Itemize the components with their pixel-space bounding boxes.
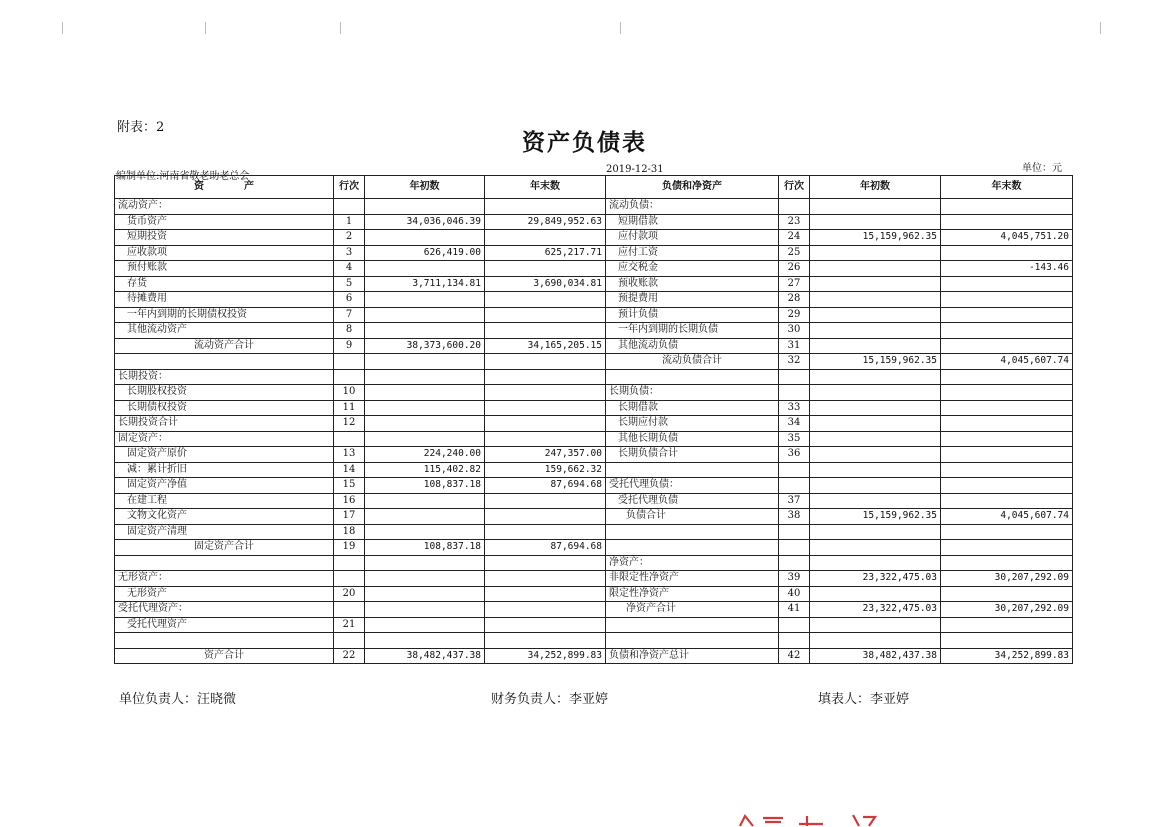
table-row [115, 230, 1073, 246]
left-item-cell [115, 633, 334, 649]
left-begin-cell [365, 354, 485, 370]
left-line-no-cell: 4 [334, 261, 365, 277]
right-item-cell: 流动负债： [606, 199, 779, 215]
right-line-no-cell: 36 [779, 447, 810, 463]
header-end: 年末数 [941, 176, 1073, 199]
balance-sheet-table [114, 175, 1073, 664]
finance-head-signature: 财务负责人：李亚婷 [491, 692, 609, 707]
left-item-cell: 受托代理资产： [115, 602, 334, 618]
right-begin-cell [810, 617, 941, 633]
left-line-no-cell [334, 369, 365, 385]
left-end-cell: 34,252,899.83 [485, 648, 606, 664]
left-item-cell: 长期股权投资 [115, 385, 334, 401]
left-item-cell: 预付账款 [115, 261, 334, 277]
right-end-cell [941, 276, 1073, 292]
left-item-cell: 文物文化资产 [115, 509, 334, 525]
right-line-no-cell: 41 [779, 602, 810, 618]
right-end-cell [941, 462, 1073, 478]
right-item-cell: 净资产： [606, 555, 779, 571]
left-end-cell [485, 524, 606, 540]
left-begin-cell [365, 633, 485, 649]
right-line-no-cell: 29 [779, 307, 810, 323]
right-begin-cell [810, 447, 941, 463]
right-begin-cell [810, 338, 941, 354]
table-row [115, 307, 1073, 323]
right-end-cell [941, 245, 1073, 261]
left-line-no-cell: 15 [334, 478, 365, 494]
right-begin-cell [810, 307, 941, 323]
left-begin-cell [365, 416, 485, 432]
table-row [115, 648, 1073, 664]
left-begin-cell [365, 230, 485, 246]
left-line-no-cell [334, 354, 365, 370]
right-end-cell [941, 617, 1073, 633]
right-line-no-cell [779, 462, 810, 478]
left-line-no-cell [334, 602, 365, 618]
right-begin-cell [810, 214, 941, 230]
left-end-cell [485, 509, 606, 525]
left-begin-cell: 115,402.82 [365, 462, 485, 478]
left-item-cell: 固定资产： [115, 431, 334, 447]
scan-mark [1100, 22, 1105, 34]
table-row [115, 493, 1073, 509]
right-end-cell [941, 493, 1073, 509]
left-line-no-cell: 12 [334, 416, 365, 432]
right-line-no-cell [779, 633, 810, 649]
right-begin-cell [810, 416, 941, 432]
table-row [115, 602, 1073, 618]
left-end-cell [485, 199, 606, 215]
organization-label: 编制单位:河南省敬老助老总会 [116, 171, 250, 182]
left-line-no-cell: 16 [334, 493, 365, 509]
header-line-no: 行次 [779, 176, 810, 199]
right-item-cell: 长期借款 [606, 400, 779, 416]
right-line-no-cell: 25 [779, 245, 810, 261]
left-line-no-cell: 7 [334, 307, 365, 323]
left-line-no-cell [334, 431, 365, 447]
right-item-cell: 其他长期负债 [606, 431, 779, 447]
right-end-cell [941, 400, 1073, 416]
table-row [115, 292, 1073, 308]
table-row [115, 338, 1073, 354]
left-begin-cell [365, 323, 485, 339]
right-line-no-cell: 26 [779, 261, 810, 277]
left-end-cell [485, 292, 606, 308]
left-end-cell: 87,694.68 [485, 478, 606, 494]
right-begin-cell [810, 369, 941, 385]
table-row [115, 586, 1073, 602]
left-item-cell: 长期投资： [115, 369, 334, 385]
right-item-cell: 预提费用 [606, 292, 779, 308]
scan-mark [340, 22, 345, 34]
left-begin-cell [365, 571, 485, 587]
right-line-no-cell: 27 [779, 276, 810, 292]
left-line-no-cell: 18 [334, 524, 365, 540]
right-item-cell: 限定性净资产 [606, 586, 779, 602]
right-end-cell [941, 416, 1073, 432]
left-item-cell: 固定资产原价 [115, 447, 334, 463]
left-end-cell [485, 307, 606, 323]
right-end-cell [941, 292, 1073, 308]
left-end-cell [485, 354, 606, 370]
right-line-no-cell [779, 555, 810, 571]
left-begin-cell [365, 602, 485, 618]
table-row [115, 571, 1073, 587]
right-item-cell [606, 462, 779, 478]
left-item-cell: 减：累计折旧 [115, 462, 334, 478]
right-begin-cell: 38,482,437.38 [810, 648, 941, 664]
right-item-cell [606, 633, 779, 649]
left-line-no-cell: 6 [334, 292, 365, 308]
right-item-cell: 长期负债合计 [606, 447, 779, 463]
left-begin-cell [365, 292, 485, 308]
left-end-cell: 29,849,952.63 [485, 214, 606, 230]
left-end-cell [485, 493, 606, 509]
left-line-no-cell [334, 555, 365, 571]
right-end-cell [941, 540, 1073, 556]
right-end-cell [941, 431, 1073, 447]
right-end-cell: 34,252,899.83 [941, 648, 1073, 664]
table-row [115, 276, 1073, 292]
right-line-no-cell: 31 [779, 338, 810, 354]
left-item-cell: 无形资产： [115, 571, 334, 587]
right-end-cell: 30,207,292.09 [941, 602, 1073, 618]
right-line-no-cell: 42 [779, 648, 810, 664]
left-begin-cell [365, 307, 485, 323]
right-line-no-cell: 30 [779, 323, 810, 339]
page-title: 资产负债表 [522, 129, 647, 156]
right-end-cell [941, 447, 1073, 463]
right-line-no-cell: 34 [779, 416, 810, 432]
right-line-no-cell [779, 199, 810, 215]
left-line-no-cell: 19 [334, 540, 365, 556]
table-row [115, 431, 1073, 447]
left-item-cell: 固定资产清理 [115, 524, 334, 540]
table-row [115, 323, 1073, 339]
right-end-cell [941, 633, 1073, 649]
right-line-no-cell: 28 [779, 292, 810, 308]
right-line-no-cell [779, 540, 810, 556]
right-item-cell: 非限定性净资产 [606, 571, 779, 587]
left-begin-cell [365, 385, 485, 401]
left-line-no-cell: 9 [334, 338, 365, 354]
right-line-no-cell [779, 385, 810, 401]
right-item-cell: 一年内到期的长期负债 [606, 323, 779, 339]
right-item-cell [606, 369, 779, 385]
left-line-no-cell [334, 199, 365, 215]
right-item-cell: 负债和净资产总计 [606, 648, 779, 664]
left-end-cell: 34,165,205.15 [485, 338, 606, 354]
table-row [115, 540, 1073, 556]
right-line-no-cell: 40 [779, 586, 810, 602]
right-begin-cell [810, 261, 941, 277]
header-assets: 资 产 [115, 176, 334, 199]
header-begin: 年初数 [365, 176, 485, 199]
right-begin-cell [810, 586, 941, 602]
right-end-cell [941, 524, 1073, 540]
right-begin-cell [810, 555, 941, 571]
left-item-cell: 待摊费用 [115, 292, 334, 308]
left-end-cell: 625,217.71 [485, 245, 606, 261]
left-item-cell: 短期投资 [115, 230, 334, 246]
left-end-cell [485, 323, 606, 339]
right-line-no-cell [779, 617, 810, 633]
right-item-cell: 应付工资 [606, 245, 779, 261]
right-end-cell [941, 323, 1073, 339]
left-begin-cell [365, 400, 485, 416]
left-begin-cell: 108,837.18 [365, 540, 485, 556]
right-end-cell [941, 555, 1073, 571]
report-date: 2019-12-31 [606, 164, 664, 175]
left-item-cell: 受托代理资产 [115, 617, 334, 633]
left-line-no-cell: 22 [334, 648, 365, 664]
right-begin-cell [810, 199, 941, 215]
left-end-cell [485, 586, 606, 602]
right-end-cell [941, 478, 1073, 494]
left-begin-cell [365, 509, 485, 525]
right-line-no-cell: 39 [779, 571, 810, 587]
left-end-cell [485, 385, 606, 401]
right-line-no-cell: 33 [779, 400, 810, 416]
left-end-cell [485, 400, 606, 416]
table-row [115, 524, 1073, 540]
right-item-cell: 预收账款 [606, 276, 779, 292]
right-end-cell: -143.46 [941, 261, 1073, 277]
left-begin-cell: 38,373,600.20 [365, 338, 485, 354]
left-item-cell: 货币资产 [115, 214, 334, 230]
left-item-cell: 长期债权投资 [115, 400, 334, 416]
right-item-cell: 应付款项 [606, 230, 779, 246]
header-liabilities: 负债和净资产 [606, 176, 779, 199]
right-item-cell: 受托代理负债 [606, 493, 779, 509]
left-line-no-cell: 2 [334, 230, 365, 246]
preparer-signature: 填表人：李亚婷 [818, 692, 910, 707]
left-begin-cell [365, 555, 485, 571]
currency-unit: 单位：元 [1022, 163, 1062, 174]
left-begin-cell: 626,419.00 [365, 245, 485, 261]
right-end-cell: 30,207,292.09 [941, 571, 1073, 587]
right-item-cell: 长期负债： [606, 385, 779, 401]
left-begin-cell [365, 586, 485, 602]
right-begin-cell [810, 493, 941, 509]
left-line-no-cell: 8 [334, 323, 365, 339]
left-item-cell: 无形资产 [115, 586, 334, 602]
right-begin-cell [810, 245, 941, 261]
right-end-cell [941, 307, 1073, 323]
left-line-no-cell: 21 [334, 617, 365, 633]
right-begin-cell [810, 540, 941, 556]
right-item-cell [606, 617, 779, 633]
left-item-cell [115, 354, 334, 370]
right-item-cell: 净资产合计 [606, 602, 779, 618]
right-item-cell: 负债合计 [606, 509, 779, 525]
header-end: 年末数 [485, 176, 606, 199]
right-line-no-cell [779, 369, 810, 385]
left-item-cell: 一年内到期的长期债权投资 [115, 307, 334, 323]
header-line-no: 行次 [334, 176, 365, 199]
left-line-no-cell: 14 [334, 462, 365, 478]
left-end-cell [485, 230, 606, 246]
left-begin-cell: 38,482,437.38 [365, 648, 485, 664]
right-end-cell [941, 385, 1073, 401]
table-row [115, 509, 1073, 525]
right-line-no-cell: 23 [779, 214, 810, 230]
left-end-cell [485, 555, 606, 571]
right-line-no-cell: 32 [779, 354, 810, 370]
left-end-cell [485, 431, 606, 447]
table-row [115, 354, 1073, 370]
right-begin-cell [810, 462, 941, 478]
right-end-cell [941, 214, 1073, 230]
left-line-no-cell: 17 [334, 509, 365, 525]
right-begin-cell: 15,159,962.35 [810, 354, 941, 370]
right-line-no-cell: 38 [779, 509, 810, 525]
right-item-cell: 应交税金 [606, 261, 779, 277]
left-item-cell: 资产合计 [115, 648, 334, 664]
left-item-cell: 流动资产： [115, 199, 334, 215]
right-line-no-cell [779, 524, 810, 540]
left-begin-cell: 34,036,046.39 [365, 214, 485, 230]
left-line-no-cell: 20 [334, 586, 365, 602]
unit-head-signature: 单位负责人：汪晓微 [119, 692, 237, 707]
left-begin-cell [365, 617, 485, 633]
left-end-cell [485, 617, 606, 633]
left-begin-cell: 224,240.00 [365, 447, 485, 463]
scan-mark [620, 22, 625, 34]
right-begin-cell: 15,159,962.35 [810, 230, 941, 246]
right-end-cell [941, 338, 1073, 354]
left-line-no-cell [334, 633, 365, 649]
left-begin-cell [365, 524, 485, 540]
table-row [115, 478, 1073, 494]
table-row [115, 462, 1073, 478]
left-line-no-cell: 13 [334, 447, 365, 463]
right-begin-cell [810, 400, 941, 416]
left-end-cell: 87,694.68 [485, 540, 606, 556]
right-begin-cell [810, 478, 941, 494]
right-begin-cell [810, 323, 941, 339]
left-item-cell: 长期投资合计 [115, 416, 334, 432]
left-line-no-cell: 11 [334, 400, 365, 416]
right-end-cell [941, 199, 1073, 215]
right-item-cell [606, 540, 779, 556]
table-row [115, 633, 1073, 649]
left-begin-cell [365, 199, 485, 215]
right-line-no-cell: 24 [779, 230, 810, 246]
left-end-cell: 159,662.32 [485, 462, 606, 478]
left-begin-cell [365, 493, 485, 509]
table-row [115, 555, 1073, 571]
left-item-cell: 在建工程 [115, 493, 334, 509]
table-row [115, 416, 1073, 432]
right-item-cell: 长期应付款 [606, 416, 779, 432]
right-item-cell: 其他流动负债 [606, 338, 779, 354]
right-begin-cell [810, 385, 941, 401]
right-begin-cell [810, 276, 941, 292]
left-item-cell [115, 555, 334, 571]
table-row [115, 400, 1073, 416]
left-begin-cell [365, 431, 485, 447]
right-item-cell: 预计负债 [606, 307, 779, 323]
left-end-cell [485, 571, 606, 587]
right-item-cell [606, 524, 779, 540]
red-stamp-fragment [735, 812, 885, 827]
left-line-no-cell [334, 571, 365, 587]
left-end-cell: 247,357.00 [485, 447, 606, 463]
right-item-cell: 短期借款 [606, 214, 779, 230]
left-line-no-cell: 5 [334, 276, 365, 292]
left-begin-cell [365, 261, 485, 277]
left-end-cell [485, 602, 606, 618]
right-begin-cell: 23,322,475.03 [810, 602, 941, 618]
table-row [115, 261, 1073, 277]
left-line-no-cell: 1 [334, 214, 365, 230]
left-item-cell: 存货 [115, 276, 334, 292]
right-item-cell: 受托代理负债： [606, 478, 779, 494]
left-item-cell: 应收款项 [115, 245, 334, 261]
left-line-no-cell: 3 [334, 245, 365, 261]
right-begin-cell [810, 633, 941, 649]
left-begin-cell [365, 369, 485, 385]
right-begin-cell [810, 431, 941, 447]
scan-mark [205, 22, 210, 34]
right-end-cell: 4,045,607.74 [941, 354, 1073, 370]
right-line-no-cell [779, 478, 810, 494]
attachment-label: 附表：2 [117, 120, 165, 135]
left-end-cell [485, 369, 606, 385]
left-begin-cell: 3,711,134.81 [365, 276, 485, 292]
right-line-no-cell: 37 [779, 493, 810, 509]
table-row [115, 199, 1073, 215]
right-end-cell: 4,045,751.20 [941, 230, 1073, 246]
left-item-cell: 流动资产合计 [115, 338, 334, 354]
right-line-no-cell: 35 [779, 431, 810, 447]
left-item-cell: 其他流动资产 [115, 323, 334, 339]
left-item-cell: 固定资产合计 [115, 540, 334, 556]
table-row [115, 369, 1073, 385]
right-begin-cell [810, 524, 941, 540]
right-begin-cell: 23,322,475.03 [810, 571, 941, 587]
right-end-cell [941, 369, 1073, 385]
left-end-cell [485, 416, 606, 432]
left-item-cell: 固定资产净值 [115, 478, 334, 494]
right-end-cell: 4,045,607.74 [941, 509, 1073, 525]
right-item-cell: 流动负债合计 [606, 354, 779, 370]
left-line-no-cell: 10 [334, 385, 365, 401]
table-row [115, 385, 1073, 401]
left-end-cell: 3,690,034.81 [485, 276, 606, 292]
table-header-row [115, 176, 1073, 199]
left-begin-cell: 108,837.18 [365, 478, 485, 494]
table-row [115, 617, 1073, 633]
left-end-cell [485, 633, 606, 649]
table-row [115, 214, 1073, 230]
table-row [115, 447, 1073, 463]
left-end-cell [485, 261, 606, 277]
right-begin-cell: 15,159,962.35 [810, 509, 941, 525]
header-begin: 年初数 [810, 176, 941, 199]
scan-mark [62, 22, 67, 34]
right-end-cell [941, 586, 1073, 602]
right-begin-cell [810, 292, 941, 308]
table-row [115, 245, 1073, 261]
